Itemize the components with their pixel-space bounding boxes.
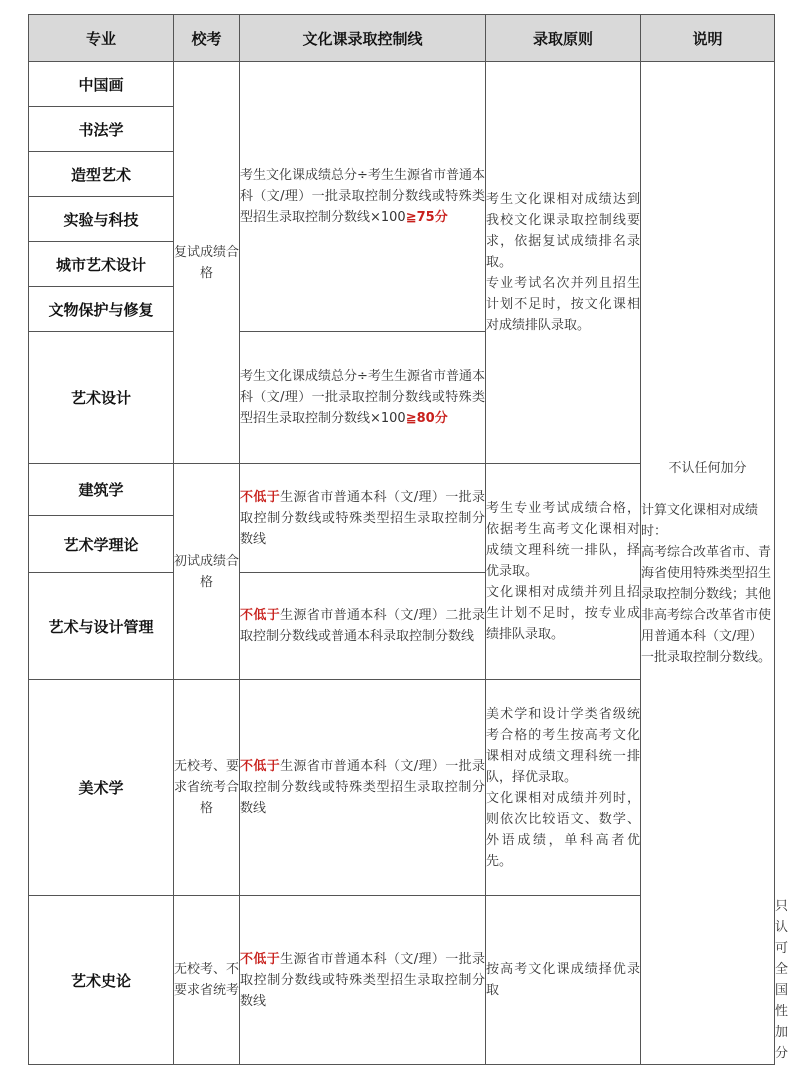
- school-exam-cell: 复试成绩合格: [174, 62, 240, 464]
- principle-text: 考生文化课相对成绩达到我校文化课录取控制线要求，依据复试成绩排名录取。: [486, 192, 640, 270]
- header-note: 说明: [641, 15, 775, 62]
- principle-text: 文化课相对成绩并列时，则依次比较语文、数学、外语成绩，单科高者优先。: [486, 790, 640, 869]
- header-culture-line: 文化课录取控制线: [240, 15, 486, 62]
- school-exam-cell: 无校考、要求省统考合格: [174, 680, 240, 896]
- culture-line-cell: [240, 332, 486, 464]
- culture-line-text: 生源省市普通本科（文/理）一批录取控制分数线或特殊类型招生录取控制分数线: [240, 951, 485, 1009]
- culture-line-cell: [240, 896, 486, 1065]
- note-calc-body: 高考综合改革省市、青海省使用特殊类型招生录取控制分数线；其他非高考综合改革省市使用普通本科（文/理）一批录取控制分数线。: [641, 545, 772, 665]
- principle-text: 考生专业考试成绩合格，依据考生高考文化课相对成绩文理科统一排队，择优录取。: [486, 501, 640, 579]
- school-exam-cell: 初试成绩合格: [174, 464, 240, 680]
- header-major: 专业: [29, 15, 174, 62]
- major-cell: 中国画: [29, 62, 174, 107]
- score-threshold: ≧80分: [405, 411, 448, 426]
- culture-line-cell: [240, 680, 486, 896]
- culture-formula: 考生文化课成绩总分÷考生生源省市普通本科（文/理）一批录取控制分数线或特殊类型招生录取控制分数线×100: [240, 369, 485, 426]
- not-lower-label: 不低于: [240, 951, 281, 967]
- major-cell: 艺术学理论: [29, 516, 174, 573]
- culture-line-cell: [240, 573, 486, 680]
- principle-cell: [486, 464, 641, 680]
- culture-line-text: 生源省市普通本科（文/理）一批录取控制分数线或特殊类型招生录取控制分数线: [240, 489, 485, 547]
- major-cell: 书法学: [29, 107, 174, 152]
- culture-line-text: 生源省市普通本科（文/理）一批录取控制分数线或特殊类型招生录取控制分数线: [240, 759, 485, 816]
- major-cell: 建筑学: [29, 464, 174, 516]
- major-cell: 实验与科技: [29, 197, 174, 242]
- note-calc-title: 计算文化课相对成绩时：: [641, 503, 759, 539]
- not-lower-label: 不低于: [240, 759, 281, 774]
- culture-line-cell: [240, 464, 486, 573]
- principle-text: 文化课相对成绩并列且招生计划不足时，按专业成绩排队录取。: [486, 585, 640, 642]
- not-lower-label: 不低于: [240, 608, 281, 623]
- culture-line-cell: [240, 62, 486, 332]
- header-school-exam: 校考: [174, 15, 240, 62]
- admission-table: [28, 14, 789, 1065]
- principle-cell: [486, 680, 641, 896]
- table-row: [29, 62, 775, 107]
- note-no-bonus: 不认任何加分: [668, 461, 747, 476]
- not-lower-label: 不低于: [240, 489, 281, 505]
- note-cell: [641, 62, 775, 1065]
- major-cell: 艺术与设计管理: [29, 573, 174, 680]
- score-threshold: ≧75分: [405, 210, 448, 225]
- principle-text: 美术学和设计学类省级统考合格的考生按高考文化课相对成绩文理科统一排队，择优录取。: [486, 706, 640, 785]
- major-cell: 美术学: [29, 680, 174, 896]
- principle-cell: 按高考文化课成绩择优录取: [486, 896, 641, 1065]
- culture-line-text: 生源省市普通本科（文/理）二批录取控制分数线或普通本科录取控制分数线: [240, 608, 485, 644]
- major-cell: 城市艺术设计: [29, 242, 174, 287]
- table-row: 艺术史论 无校考、不要求省统考 不低于生源省市普通本科（文/理）一批录取控制分数线或特殊类型招生录取控制分数线 按高考文化课成绩择优录取 只认可全国性加分: [29, 896, 775, 1065]
- culture-formula: 考生文化课成绩总分÷考生生源省市普通本科（文/理）一批录取控制分数线或特殊类型招生录取控制分数线×100: [240, 168, 485, 225]
- major-cell: 造型艺术: [29, 152, 174, 197]
- principle-cell: [486, 62, 641, 464]
- major-cell: 文物保护与修复: [29, 287, 174, 332]
- header-row: [29, 15, 775, 62]
- major-cell: 艺术设计: [29, 332, 174, 464]
- major-cell: 艺术史论: [29, 896, 174, 1065]
- principle-text: 专业考试名次并列且招生计划不足时，按文化课相对成绩排队录取。: [486, 276, 640, 333]
- header-principle: 录取原则: [486, 15, 641, 62]
- school-exam-cell: 无校考、不要求省统考: [174, 896, 240, 1065]
